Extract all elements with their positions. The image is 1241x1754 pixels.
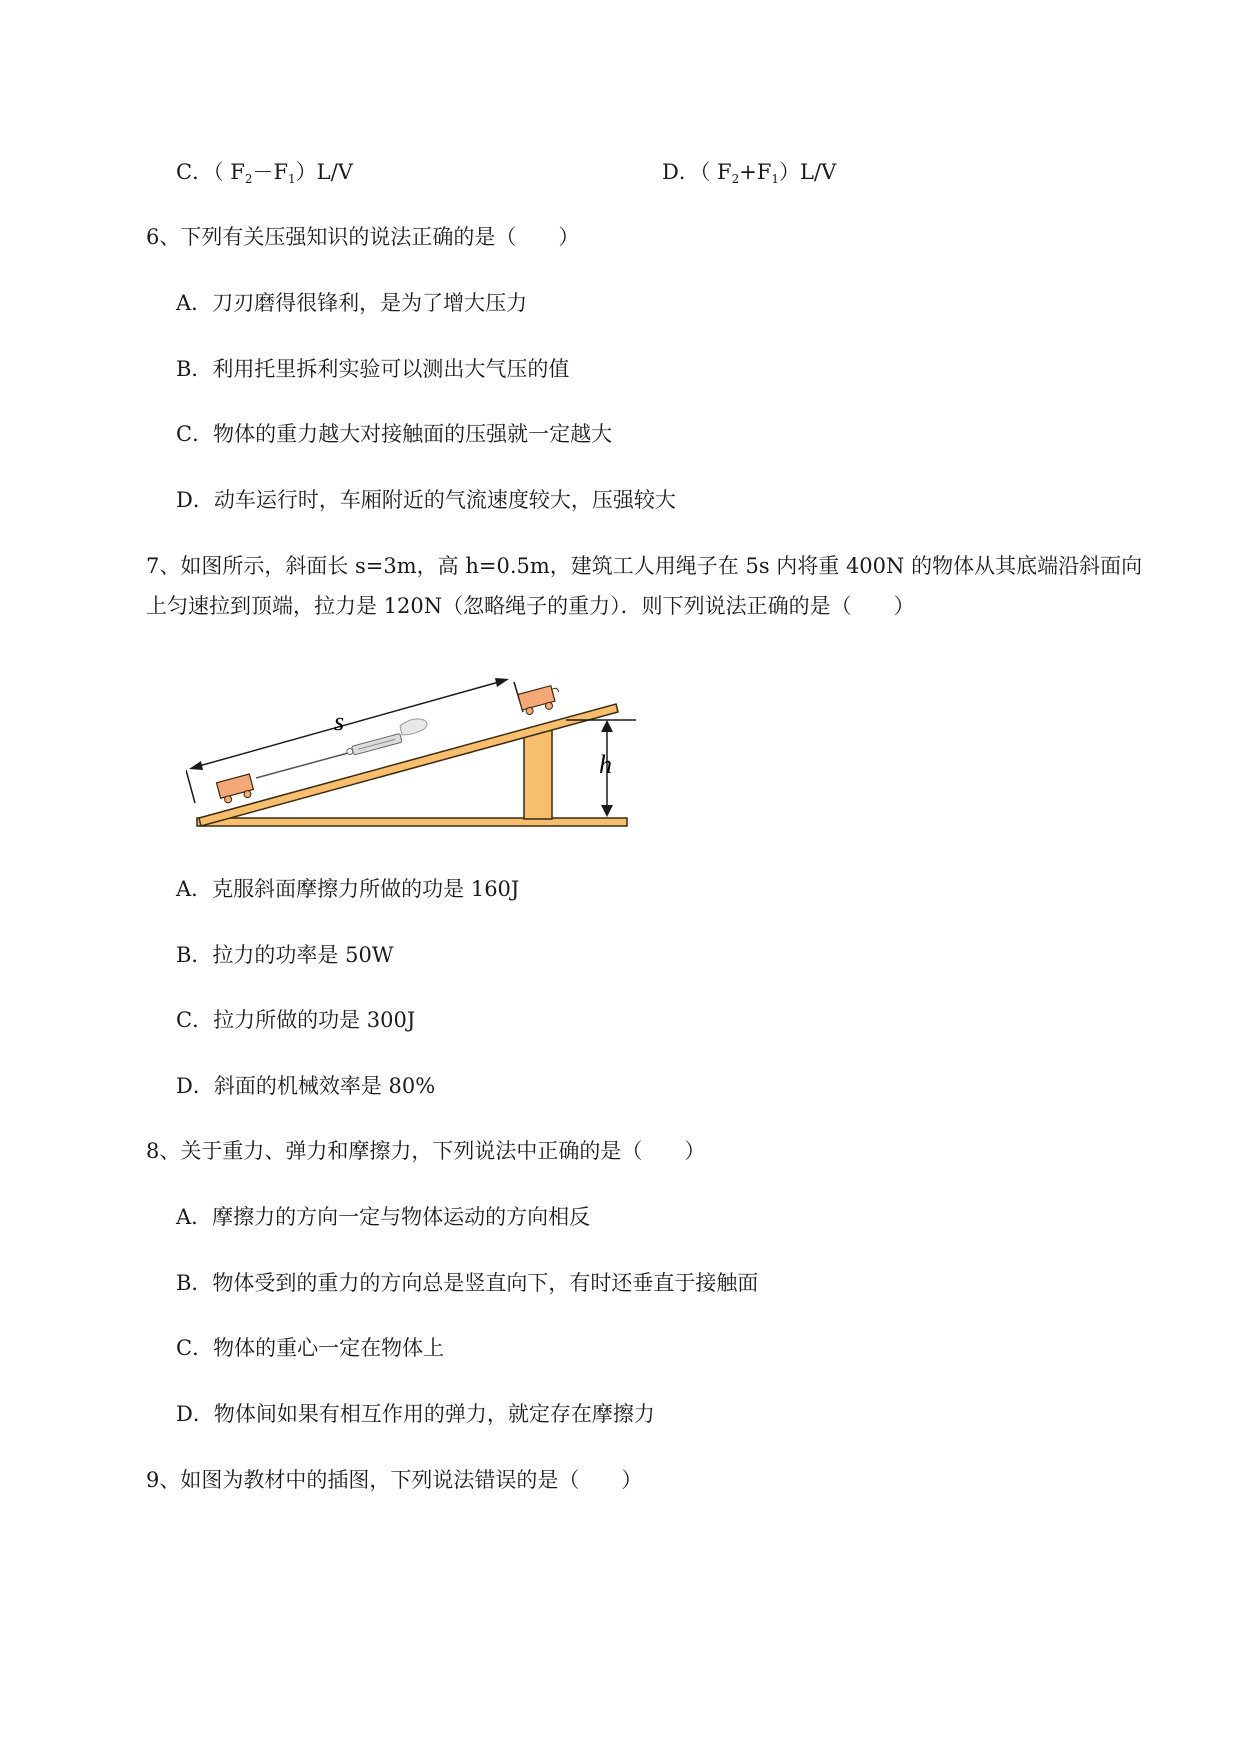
q8-option-d: D．物体间如果有相互作用的弹力，就定存在摩擦力: [176, 1402, 655, 1426]
base-board: [197, 818, 627, 826]
q9-stem: 9、如图为教材中的插图，下列说法错误的是（ ）: [146, 1468, 643, 1492]
h-arrow-bottom: [601, 805, 613, 817]
cart-top: [518, 684, 562, 716]
q6-stem: 6、下列有关压强知识的说法正确的是（ ）: [146, 225, 580, 249]
q7-stem-line1: 7、如图所示，斜面长 s=3m，高 h=0.5m，建筑工人用绳子在 5s 内将重 400N 的物体从其底端沿斜面向: [146, 554, 1143, 578]
q8-option-c: C．物体的重心一定在物体上: [176, 1336, 445, 1360]
q7-option-c: C．拉力所做的功是 300J: [176, 1008, 416, 1032]
support-block: [524, 730, 552, 819]
q6-option-c: C．物体的重力越大对接触面的压强就一定越大: [176, 422, 613, 446]
q8-option-b: B．物体受到的重力的方向总是竖直向下，有时还垂直于接触面: [176, 1271, 759, 1295]
hand-icon: [400, 719, 427, 735]
q7-option-a: A．克服斜面摩擦力所做的功是 160J: [176, 877, 520, 901]
q6-option-a: A．刀刃磨得很锋利，是为了增大压力: [176, 291, 528, 315]
spring-scale: [346, 733, 402, 756]
q8-stem: 8、关于重力、弹力和摩擦力，下列说法中正确的是（ ）: [146, 1139, 706, 1163]
q6-option-b: B．利用托里拆利实验可以测出大气压的值: [176, 357, 570, 381]
cart-bottom: [216, 774, 255, 805]
rope: [256, 753, 348, 778]
s-extension-left: [186, 770, 195, 803]
q7-option-b: B．拉力的功率是 50W: [176, 943, 394, 967]
incline-figure: [186, 660, 636, 840]
s-label: s: [334, 707, 345, 736]
s-arrow-left: [189, 761, 203, 770]
h-label: h: [599, 750, 612, 779]
h-arrow-top: [601, 720, 613, 732]
q5-option-d: D．（ $F_2+F_1)L/V$: [662, 160, 837, 186]
q7-stem-line2: 上匀速拉到顶端，拉力是 120N（忽略绳子的重力）．则下列说法正确的是（ ）: [146, 594, 915, 618]
q8-option-a: A．摩擦力的方向一定与物体运动的方向相反: [176, 1205, 591, 1229]
q7-option-d: D．斜面的机械效率是 80%: [176, 1074, 436, 1098]
s-arrow-right: [495, 678, 509, 687]
q5-option-c: C．（ $F_2-F_1)L/V$: [176, 160, 353, 186]
q6-option-d: D．动车运行时，车厢附近的气流速度较大，压强较大: [176, 488, 676, 512]
